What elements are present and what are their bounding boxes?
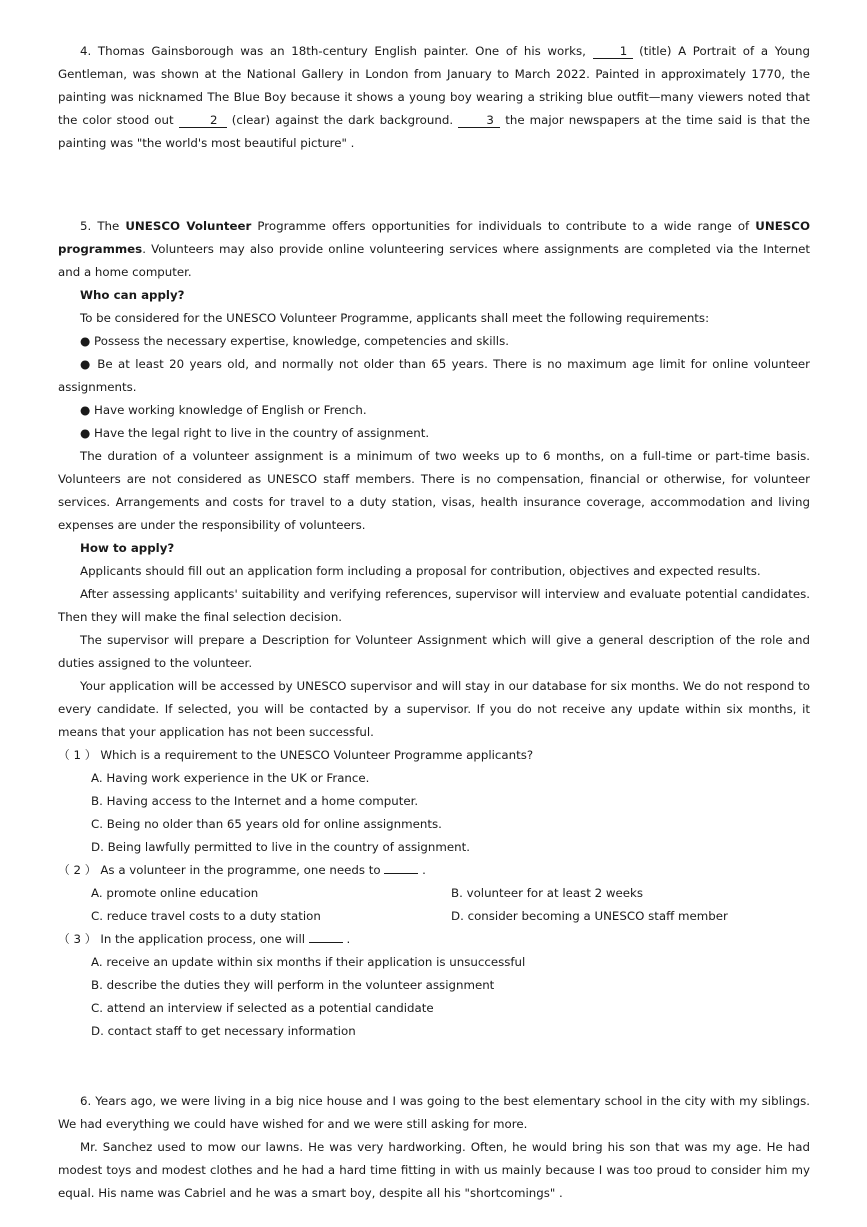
how-to-apply-heading: How to apply? — [80, 541, 175, 555]
options-row — [58, 905, 810, 928]
subquestion-3-stem: （ 3 ） In the application process, one will . — [58, 932, 351, 946]
answer-blank — [384, 862, 418, 874]
duration-paragraph: The duration of a volunteer assignment is a minimum of two weeks up to 6 months, on a full-time or part-time basis. Volunteers are not considered as UNESCO staff members. There is no compensation, financial or otherwise, for volunteer services. Arrangements and costs for travel to a duty station, visas, health insurance coverage, accommodation and living expenses are under the responsibility of volunteers. — [58, 449, 810, 532]
subquestion-1-stem: （ 1 ） Which is a requirement to the UNESCO Volunteer Programme applicants? — [58, 748, 534, 762]
answer-blank — [309, 931, 343, 943]
how-paragraph: After assessing applicants' suitability and verifying references, supervisor will interview and evaluate potential candidates. Then they will make the final selection decision. — [58, 587, 810, 624]
requirement-bullet: ● Have the legal right to live in the country of assignment. — [80, 426, 430, 440]
option-1a: A. Having work experience in the UK or France. — [91, 771, 370, 785]
requirements-intro: To be considered for the UNESCO Volunteer Programme, applicants shall meet the following requirements: — [80, 311, 710, 325]
option-3a: A. receive an update within six months if their application is unsuccessful — [91, 955, 526, 969]
blank-3: 3 — [458, 113, 500, 128]
options-row — [58, 882, 810, 905]
question-6-paragraph: Mr. Sanchez used to mow our lawns. He was very hardworking. Often, he would bring his son that was my age. He had modest toys and modest clothes and he had a hard time fitting in with us mainly because I was too proud to consider him my equal. His name was Cabriel and he was a smart boy, despite all his "shortcomings" . — [58, 1140, 810, 1200]
option-2b: B. volunteer for at least 2 weeks — [451, 886, 644, 900]
option-2d: D. consider becoming a UNESCO staff member — [451, 909, 728, 923]
requirement-bullet: ● Possess the necessary expertise, knowledge, competencies and skills. — [80, 334, 509, 348]
option-1d: D. Being lawfully permitted to live in the country of assignment. — [91, 840, 471, 854]
option-2a: A. promote online education — [91, 886, 259, 900]
how-paragraph: Applicants should fill out an application form including a proposal for contribution, objectives and expected results. — [80, 564, 761, 578]
subquestion-2-stem: （ 2 ） As a volunteer in the programme, one needs to . — [58, 863, 426, 877]
question-5-intro: 5. The UNESCO Volunteer Programme offers opportunities for individuals to contribute to a wide range of UNESCO programmes. Volunteers may also provide online volunteering services where assignments are completed via the Internet and a home computer. — [58, 219, 810, 279]
who-can-apply-heading: Who can apply? — [80, 288, 185, 302]
option-3d: D. contact staff to get necessary information — [91, 1024, 356, 1038]
document-page — [58, 40, 810, 1205]
option-2c: C. reduce travel costs to a duty station — [91, 909, 321, 923]
option-1b: B. Having access to the Internet and a home computer. — [91, 794, 419, 808]
how-paragraph: Your application will be accessed by UNESCO supervisor and will stay in our database for six months. We do not respond to every candidate. If selected, you will be contacted by a supervisor. If you do not receive any update within six months, it means that your application has not been successful. — [58, 679, 810, 739]
option-1c: C. Being no older than 65 years old for online assignments. — [91, 817, 442, 831]
requirement-bullet: ● Have working knowledge of English or French. — [80, 403, 367, 417]
question-4-passage: 4. Thomas Gainsborough was an 18th-century English painter. One of his works, 1 (title) A Portrait of a Young Gentleman, was shown at the National Gallery in London from January to March 2022. Painted in approximately 1770, the painting was nicknamed The Blue Boy because it shows a young boy wearing a striking blue outfit—many viewers noted that the color stood out 2 (clear) against the dark background. 3 the major newspapers at the time said is that the painting was "the world's most beautiful picture" . — [58, 44, 810, 150]
requirement-bullet: ● Be at least 20 years old, and normally not older than 65 years. There is no maximum age limit for online volunteer assignments. — [58, 357, 810, 394]
blank-1: 1 — [593, 44, 633, 59]
question-6-paragraph: 6. Years ago, we were living in a big nice house and I was going to the best elementary school in the city with my siblings. We had everything we could have wished for and we were still asking for more. — [58, 1094, 810, 1131]
option-3b: B. describe the duties they will perform in the volunteer assignment — [91, 978, 495, 992]
option-3c: C. attend an interview if selected as a potential candidate — [91, 1001, 434, 1015]
blank-2: 2 — [179, 113, 227, 128]
how-paragraph: The supervisor will prepare a Description for Volunteer Assignment which will give a general description of the role and duties assigned to the volunteer. — [58, 633, 810, 670]
